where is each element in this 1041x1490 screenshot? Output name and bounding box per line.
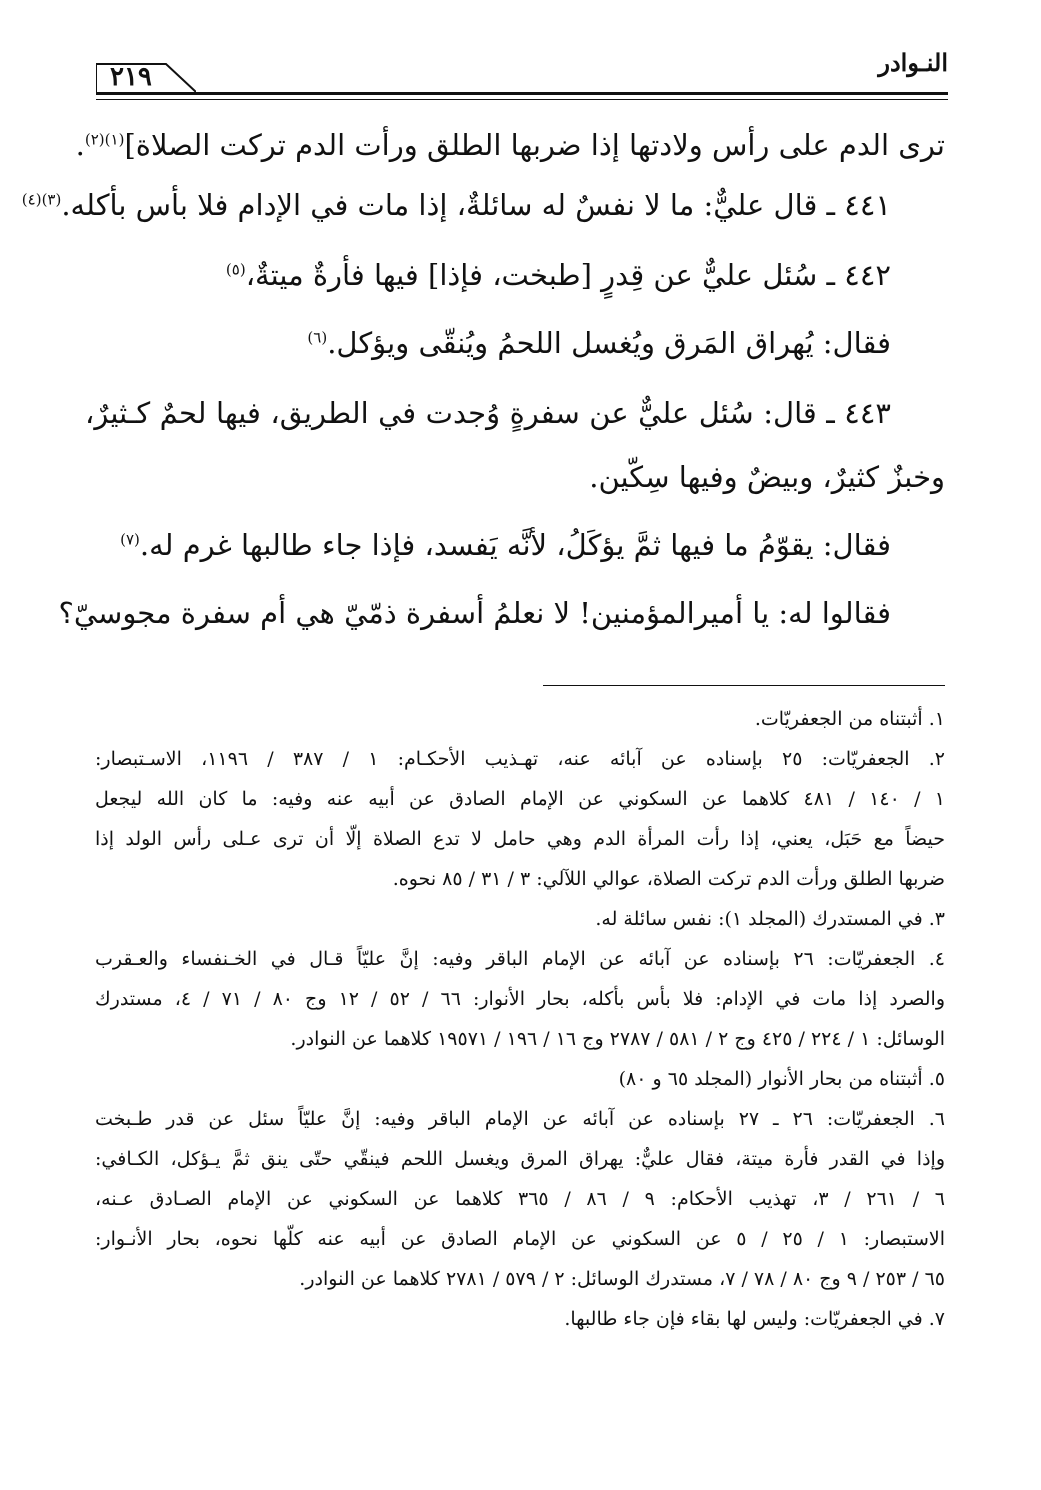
text-line: ٤٤٢ ـ سُئل عليٌّ عن قِدرٍ [طبخت، فإذا] فيها فأرةٌ ميتةٌ،$^{(٥)}$ <box>225 258 891 292</box>
footnote-line: ٦٥ / ٢٥٣ / ٩ وج ٨٠ / ٧٨ / ٧، مستدرك الوسائل: ٢ / ٥٧٩ / ٢٧٨١ كلاهما عن النوادر. <box>299 1268 945 1290</box>
footnote-line: ٤. الجعفريّات: ٢٦ بإسناده عن آبائه عن الإمام الباقر وفيه: إنَّ عليّاً قـال في الخـنفساء والعـقرب <box>95 948 945 970</box>
header-rule-thick <box>96 92 948 95</box>
footnote-line: ٣. في المستدرك (المجلد ١): نفس سائلة له. <box>595 908 945 930</box>
text-line: ٤٤٣ ـ قال: سُئل عليٌّ عن سفرةٍ وُجدت في الطريق، فيها لحمٌ كـثيرٌ، <box>85 396 891 430</box>
page-number: ٢١٩ <box>110 62 152 92</box>
footnote-marker: (١)(٢) <box>84 130 125 149</box>
running-title: النـوادر <box>878 48 948 77</box>
footnote-line: ١. أثبتناه من الجعفريّات. <box>754 708 945 730</box>
text-line: ترى الدم على رأس ولادتها إذا ضربها الطلق ورأت الدم تركت الصلاة]$^{(١)(٢)}$. <box>75 128 945 162</box>
footnote-marker: (٦) <box>307 328 328 347</box>
footnote-marker: (٤) <box>21 190 42 209</box>
header-rule-thin <box>96 99 948 100</box>
footnote-line: ٢. الجعفريّات: ٢٥ بإسناده عن آبائه عنه، تهـذيب الأحكـام: ١ / ٣٨٧ / ١١٩٦، الاسـتبصار: <box>95 748 946 770</box>
text-line: ٤٤١ ـ قال عليٌّ: ما لا نفسٌ له سائلةٌ، إذا مات في الإدام فلا بأس بأكله.$^{(٣)(٤)}$ <box>21 188 891 222</box>
footnote-marker: (٥) <box>225 260 246 279</box>
footnote-line: ضربها الطلق ورأت الدم تركت الصلاة، عوالي اللآلي: ٣ / ٣١ / ٨٥ نحوه. <box>392 868 945 890</box>
footnote-line: ٦. الجعفريّات: ٢٦ ـ ٢٧ بإسناده عن آبائه عن الإمام الباقر وفيه: إنَّ عليّاً سئل عن قدر طـبخت <box>95 1108 945 1130</box>
footnote-line: ٧. في الجعفريّات: وليس لها بقاء فإن جاء طالبها. <box>564 1308 945 1330</box>
page-header <box>96 42 948 102</box>
footnote-line: ١ / ١٤٠ / ٤٨١ كلاهما عن السكوني عن الإمام الصادق عن أبيه عنه وفيه: ما كان الله ليجعل <box>95 788 945 810</box>
footnote-marker: (٧) <box>120 530 140 549</box>
text-line: فقالوا له: يا أميرالمؤمنين! لا نعلمُ أسفرة ذمّيّ هي أم سفرة مجوسيّ؟ <box>58 596 891 630</box>
text-line: وخبزٌ كثيرٌ، وبيضٌ وفيها سِكّين. <box>589 460 945 494</box>
text-line: فقال: يُهراق المَرق ويُغسل اللحمُ ويُنقّى ويؤكل.$^{(٦)}$ <box>307 326 891 360</box>
footnote-line: الاستبصار: ١ / ٢٥ / ٥ عن السكوني عن الإمام الصادق عن أبيه عنه كلّها نحوه، بحار الأنـوار: <box>95 1228 945 1250</box>
footnote-separator <box>543 685 945 686</box>
text-line: فقال: يقوّمُ ما فيها ثمَّ يؤكَلُ، لأنَّه يَفسد، فإذا جاء طالبها غرم له.$^{(٧)}$ <box>120 528 891 562</box>
footnote-line: ٥. أثبتناه من بحار الأنوار (المجلد ٦٥ و ٨٠) <box>618 1068 945 1090</box>
footnote-line: والصرد إذا مات في الإدام: فلا بأس بأكله، بحار الأنوار: ٦٦ / ٥٢ / ١٢ وج ٨٠ / ٧١ / ٤، مستدرك <box>95 988 946 1010</box>
footnote-line: الوسائل: ١ / ٢٢٤ / ٤٢٥ وج ٢ / ٥٨١ / ٢٧٨٧ وج ١٦ / ١٩٦ / ١٩٥٧١ كلاهما عن النوادر. <box>290 1028 945 1050</box>
footnote-line: حيضاً مع حَبَل، يعني، إذا رأت المرأة الدم وهي حامل لا تدع الصلاة إلّا أن ترى عـلى رأس الولد إذا <box>95 828 945 850</box>
footnote-marker: (٣) <box>41 190 62 209</box>
footnote-line: ٦ / ٢٦١ / ٣، تهذيب الأحكام: ٩ / ٨٦ / ٣٦٥ كلاهما عن السكوني عن الإمام الصـادق عـنه، <box>95 1188 946 1210</box>
footnote-line: وإذا في القدر فأرة ميتة، فقال عليٌّ: يهراق المرق ويغسل اللحم فينقّي حتّى ينق ثمَّ يـؤكل، الكـافي: <box>95 1148 945 1170</box>
